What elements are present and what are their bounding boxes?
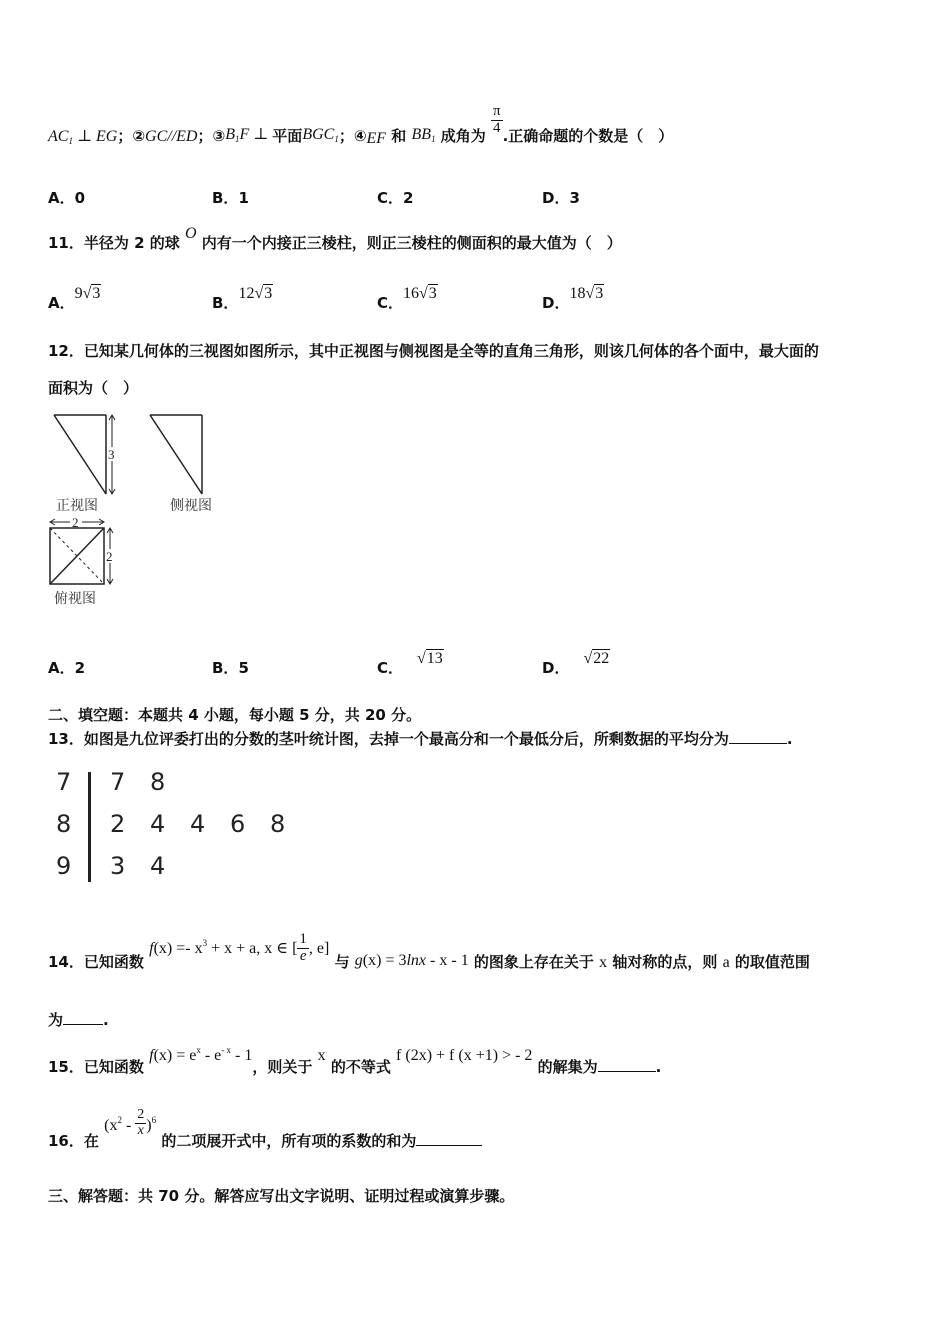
q13-answer-blank — [729, 729, 787, 744]
leaf: 8 — [270, 810, 286, 838]
three-view-figure — [44, 408, 244, 608]
leaf: 3 — [110, 852, 126, 880]
leaf: 2 — [110, 810, 126, 838]
q10-statement: $AC_1$ ⊥ EG；②GC//ED；$③B_1F$ ⊥ 平面$BGC_1$；④EF 和 $BB_1$ 成角为 $\frac{\pi}{4}$ .正确命题的个数是（ ） — [48, 103, 674, 147]
leaf: 4 — [150, 852, 166, 880]
front-view — [54, 415, 117, 494]
q14-line2: 为 . — [48, 1011, 109, 1029]
stem-8: 8 — [56, 810, 72, 838]
q15-answer-blank — [598, 1057, 656, 1072]
q12-option-c: C．√13 — [377, 650, 443, 677]
q12-option-a: A．2 — [48, 659, 86, 677]
q11-option-c: C．16√3 — [377, 285, 437, 312]
section-3-heading: 三、解答题：共 70 分。解答应写出文字说明、证明过程或演算步骤。 — [48, 1187, 515, 1205]
dim-2-side: 2 — [106, 549, 113, 564]
side-view-label: 侧视图 — [170, 498, 212, 514]
q14-answer-blank — [63, 1010, 103, 1025]
section-2-heading: 二、填空题：本题共 4 小题，每小题 5 分，共 20 分。 — [48, 706, 422, 724]
q13-statement: 13．如图是九位评委打出的分数的茎叶统计图，去掉一个最高分和一个最低分后，所剩数据的平均分为 . — [48, 730, 793, 748]
stem-leaf-plot — [52, 766, 312, 886]
q12-option-b: B．5 — [212, 659, 249, 677]
q15-statement: 15．已知函数 $f(x) = e^x - e^{- x} - 1$，则关于 x 的不等式 f (2x) + f (x +1) > - 2 的解集为 . — [48, 1045, 662, 1076]
front-view-label: 正视图 — [56, 498, 98, 514]
q11-statement: 11．半径为 2 的球 O 内有一个内接正三棱柱，则正三棱柱的侧面积的最大值为（ ） — [48, 225, 622, 252]
q14-statement: 14．已知函数 $f(x) =- x^3 + x + a$, x ∈ [ $\frac{1}{e}$ , e] 与 g(x) = 3lnx - x - 1 的图象上存在关于 x 轴对称的点，则 a 的取值范围 — [48, 931, 810, 971]
q11-option-a: A．9√3 — [48, 285, 101, 312]
dim-2-top: 2 — [72, 515, 79, 530]
stem-9: 9 — [56, 852, 72, 880]
dim-3: 3 — [108, 447, 115, 462]
q10-option-b: B．1 — [212, 189, 249, 207]
fraction-2-over-x: $\frac{2}{x}$ — [137, 1107, 145, 1138]
leaf: 6 — [230, 810, 246, 838]
stem-divider — [88, 772, 91, 882]
stem-7: 7 — [56, 768, 72, 796]
top-view — [50, 515, 115, 584]
q10-option-d: D．3 — [542, 189, 580, 207]
q12-line2: 面积为（ ） — [48, 379, 139, 397]
q12-option-d: D．√22 — [542, 650, 610, 677]
pi-over-4: $\frac{\pi}{4}$ — [493, 103, 501, 136]
q16-statement: 16．在 ($x^2$ - $\frac{2}{x}$ )$^6$ 的二项展开式中，所有项的系数的和为 — [48, 1102, 482, 1132]
leaf: 7 — [110, 768, 126, 796]
q10-option-a: A．0 — [48, 189, 86, 207]
q11-option-d: D．18√3 — [542, 285, 604, 312]
q11-option-b: B．12√3 — [212, 285, 273, 312]
fraction-1-over-e: $\frac{1}{e}$ — [299, 931, 307, 964]
side-view — [150, 415, 202, 494]
q12-line1: 12．已知某几何体的三视图如图所示，其中正视图与侧视图是全等的直角三角形，则该几何体的各个面中，最大面的 — [48, 342, 819, 360]
leaf: 8 — [150, 768, 166, 796]
q10-option-c: C．2 — [377, 189, 414, 207]
leaf: 4 — [150, 810, 166, 838]
top-view-label: 俯视图 — [54, 591, 96, 607]
leaf: 4 — [190, 810, 206, 838]
q16-answer-blank — [416, 1131, 482, 1146]
